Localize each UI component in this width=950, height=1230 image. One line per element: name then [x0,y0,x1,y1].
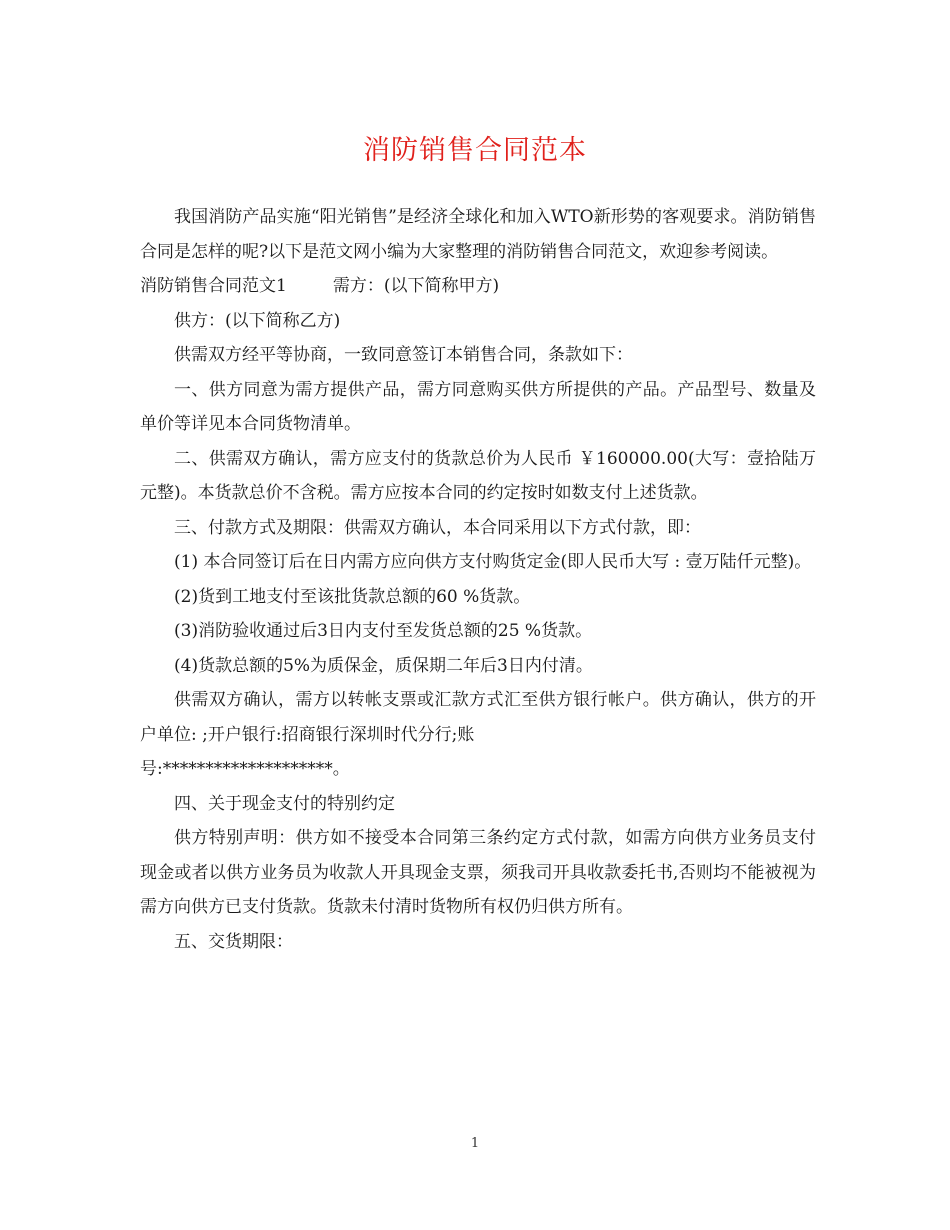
payment-item-3: (3)消防验收通过后3日内支付至发货总额的25 %货款。 [174,621,593,641]
seller-line: 供方：(以下简称乙方) [174,310,341,331]
sample-heading-line [140,269,816,304]
bank-paragraph: 供需双方确认，需方以转帐支票或汇款方式汇至供方银行帐户。供方确认，供方的开户单位: ;开户银行:招商银行深圳时代分行;账 [140,690,816,745]
clause-1: 一、供方同意为需方提供产品，需方同意购买供方所提供的产品。产品型号、数量及单价等详见本合同货物清单。 [140,379,816,434]
document-title: 消防销售合同范本 [363,135,587,166]
clause-2: 二、供需双方确认，需方应支付的货款总价为人民币 ￥160000.00(大写：壹拾陆万元整)。本货款总价不含税。需方应按本合同的约定按时如数支付上述货款。 [140,448,816,503]
sample-heading: 消防销售合同范文1 [140,276,287,296]
clause-4: 四、关于现金支付的特别约定 [174,793,395,814]
clause-3: 三、付款方式及期限：供需双方确认，本合同采用以下方式付款，即： [174,517,701,538]
clause-5: 五、交货期限： [174,931,293,952]
payment-item-1: (1) 本合同签订后在日内需方应向供方支付购货定金(即人民币大写 : 壹万陆仟元整)。 [174,552,812,572]
special-statement: 供方特别声明：供方如不接受本合同第三条约定方式付款，如需方向供方业务员支付现金或者以供方业务员为收款人开具现金支票，须我司开具收款委托书,否则均不能被视为需方向供方已支付货款。货款未付清时货物所有权仍归供方所有。 [140,828,816,917]
consult-paragraph: 供需双方经平等协商，一致同意签订本销售合同，条款如下： [174,345,633,365]
document-body [140,200,816,959]
payment-item-2: (2)货到工地支付至该批货款总额的60 %货款。 [174,586,531,607]
page-number: 1 [470,1136,480,1151]
intro-paragraph: 我国消防产品实施“阳光销售”是经济全球化和加入WTO新形势的客观要求。消防销售合同是怎样的呢?以下是范文网小编为大家整理的消防销售合同范文，欢迎参考阅读。 [140,207,816,262]
buyer-line: 需方：(以下简称甲方) [332,276,500,296]
account-number-line: 号:********************。 [140,759,350,779]
payment-item-4: (4)货款总额的5%为质保金，质保期二年后3日内付清。 [174,655,593,676]
